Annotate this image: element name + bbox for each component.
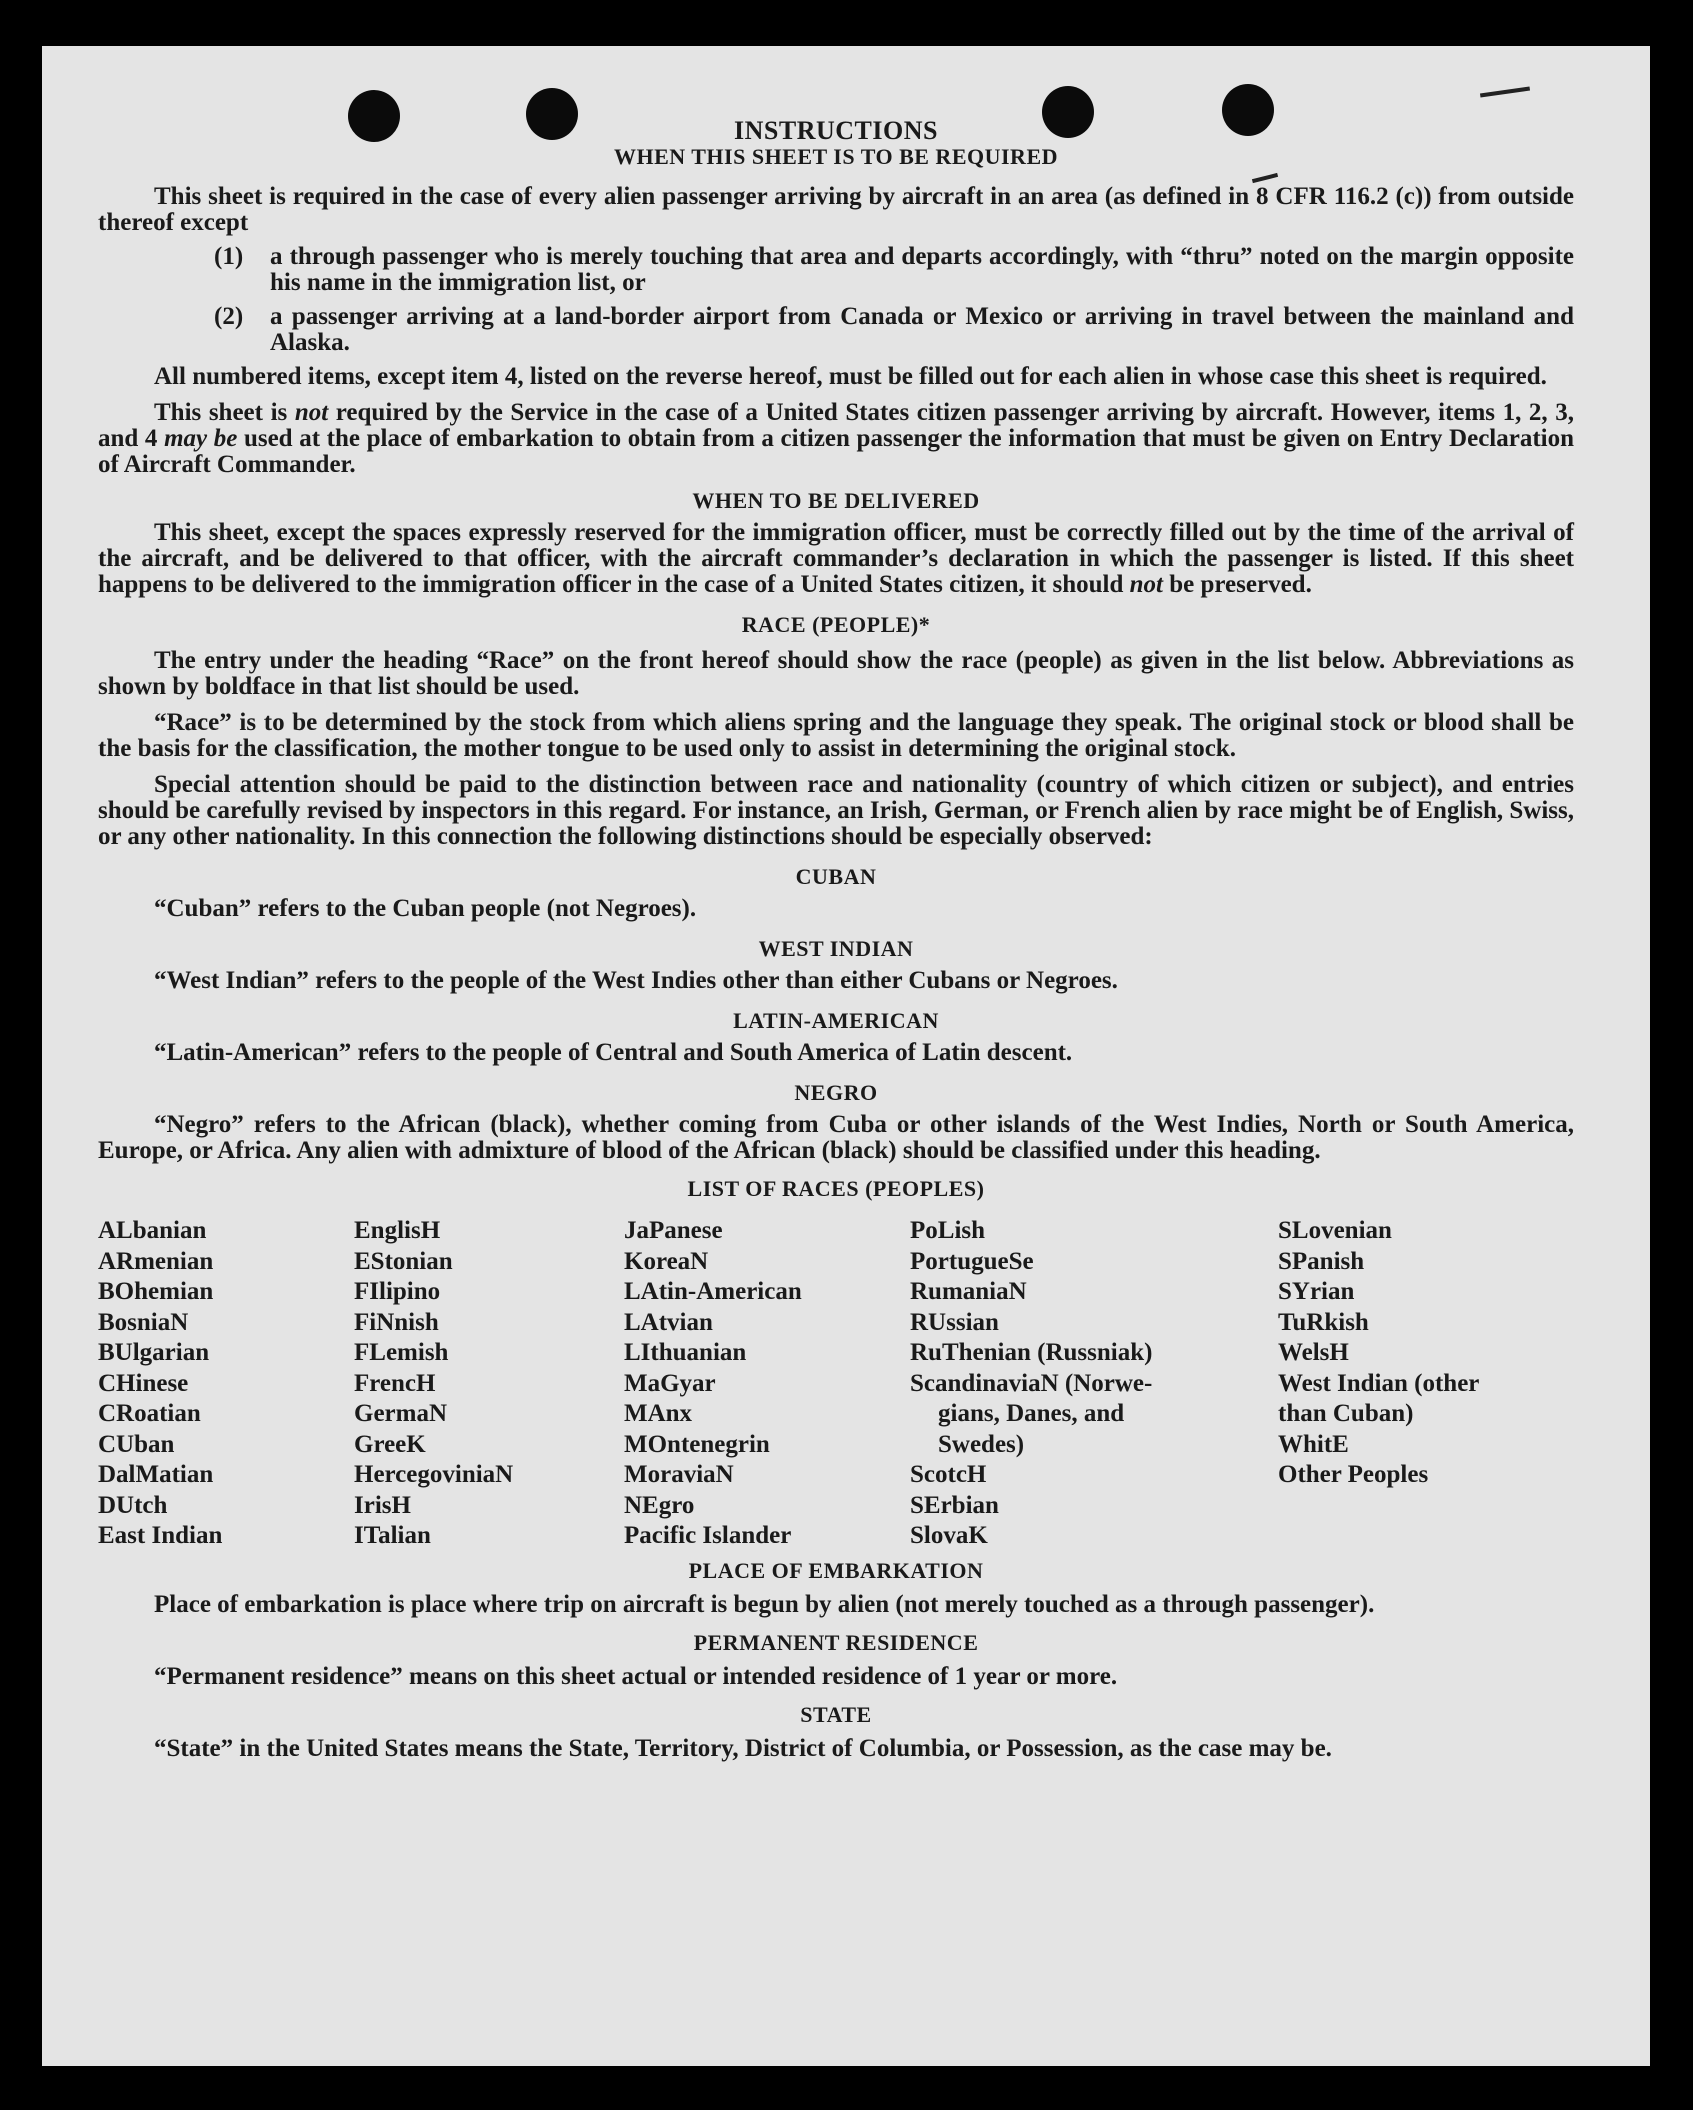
paragraph-race-3: Special attention should be paid to the distinction between race and nationality (country of which citizen or subject), and entries should be carefully revised by inspectors in this regard. For instance, an Irish, German, or French alien by race might be of English, Swiss, or any other nationality. In this connection the following distinctions should be especially observed: (98, 771, 1574, 850)
heading-permanent-residence: PERMANENT RESIDENCE (693, 1629, 979, 1655)
paragraph-numbered-items: All numbered items, except item 4, listed on the reverse hereof, must be filled out for each alien in whose case this sheet is required. (154, 363, 1547, 390)
heading-state: STATE (800, 1701, 872, 1727)
item-text: a through passenger who is merely touching that area and departs accordingly, with “thru” noted on the margin opposite his name in the immigration list, or (270, 243, 1574, 296)
list-item: ScandinaviaN (Norwe- (910, 1369, 1153, 1397)
list-item: LIthuanian (624, 1339, 747, 1366)
list-item (98, 304, 1574, 356)
list-item (98, 244, 1574, 296)
list-item: WelsH (1278, 1339, 1349, 1366)
list-item: MOntenegrin (624, 1430, 770, 1458)
list-item: SLovenian (1278, 1217, 1392, 1244)
instructions-text (98, 72, 1574, 1762)
paragraph-latin-american: “Latin-American” refers to the people of Central and South America of Latin descent. (154, 1039, 1073, 1066)
list-item: gians, Danes, and (938, 1400, 1125, 1427)
list-item: Swedes) (938, 1430, 1025, 1458)
list-item: LAtin-American (624, 1278, 802, 1305)
list-item: PoLish (910, 1217, 986, 1244)
list-item: Other Peoples (1278, 1461, 1429, 1488)
list-item: NEgro (624, 1491, 695, 1519)
list-item: GermaN (354, 1400, 448, 1427)
list-item: BUlgarian (98, 1339, 210, 1366)
paragraph-required-intro: This sheet is required in the case of every alien passenger arriving by aircraft in an area (as defined in 8 CFR 116.2 (c)) from outside thereof except (98, 183, 1574, 236)
list-item: ALbanian (98, 1217, 207, 1244)
item-number: (2) (214, 303, 244, 330)
heading-delivered: WHEN TO BE DELIVERED (692, 488, 980, 513)
list-item: FLemish (354, 1339, 449, 1366)
page-title: INSTRUCTIONS (734, 116, 938, 145)
list-item: EnglisH (354, 1217, 441, 1244)
list-item: ARmenian (98, 1247, 214, 1275)
list-item: than Cuban) (1278, 1400, 1414, 1427)
list-item: HercegoviniaN (354, 1461, 514, 1488)
list-item: FiNnish (354, 1308, 439, 1336)
list-item: DalMatian (98, 1461, 214, 1488)
list-item: MAnx (624, 1400, 693, 1427)
list-item: FrencH (354, 1369, 436, 1397)
list-item: EStonian (354, 1247, 453, 1275)
paragraph-delivered: This sheet, except the spaces expressly reserved for the immigration officer, must be correctly filled out by the time of the arrival of the aircraft, and be delivered to that officer, with the aircraft commander’s declaration in which the passenger is listed. If this sheet happens to be delivered to the immigration officer in the case of a United States citizen, it should not be preserved. (98, 519, 1574, 598)
heading-embarkation: PLACE OF EMBARKATION (688, 1557, 984, 1583)
race-column (1278, 1216, 1570, 1552)
list-item: RumaniaN (910, 1278, 1027, 1305)
item-number: (1) (214, 243, 244, 270)
paragraph-permanent-residence: “Permanent residence” means on this sheet actual or intended residence of 1 year or more. (154, 1662, 1118, 1690)
list-item: IrisH (354, 1491, 411, 1519)
heading-required: WHEN THIS SHEET IS TO BE REQUIRED (613, 144, 1059, 169)
paragraph-negro: “Negro” refers to the African (black), whether coming from Cuba or other islands of the West Indies, North or South America, Europe, or Africa. Any alien with admixture of blood of the African (black) should be classified under this heading. (98, 1111, 1574, 1164)
heading-race: RACE (PEOPLE)* (741, 612, 931, 637)
race-column (624, 1216, 910, 1552)
heading-cuban: CUBAN (795, 864, 877, 889)
list-item: LAtvian (624, 1308, 713, 1336)
list-item: BOhemian (98, 1278, 214, 1305)
list-item: CRoatian (98, 1400, 201, 1427)
list-item: SErbian (910, 1491, 999, 1519)
race-list (98, 1216, 1574, 1552)
heading-west-indian: WEST INDIAN (758, 936, 914, 961)
race-column (98, 1216, 354, 1552)
list-item: CUban (98, 1430, 175, 1458)
list-item: BosniaN (98, 1308, 189, 1336)
heading-list-of-races: LIST OF RACES (PEOPLES) (687, 1176, 985, 1201)
list-item: JaPanese (624, 1217, 723, 1244)
list-item: RUssian (910, 1308, 999, 1336)
list-item: SlovaK (910, 1522, 988, 1549)
list-item: MaGyar (624, 1369, 716, 1397)
paragraph-west-indian: “West Indian” refers to the people of the West Indies other than either Cubans or Negroes. (154, 967, 1118, 994)
list-item: ITalian (354, 1522, 431, 1549)
list-item: CHinese (98, 1369, 189, 1397)
list-item: FIlipino (354, 1278, 441, 1305)
list-item: DUtch (98, 1491, 168, 1519)
list-item: TuRkish (1278, 1308, 1369, 1336)
list-item: GreeK (354, 1430, 426, 1458)
paragraph-cuban: “Cuban” refers to the Cuban people (not Negroes). (154, 895, 697, 922)
race-column (910, 1216, 1278, 1552)
paragraph-race-1: The entry under the heading “Race” on the front hereof should show the race (people) as given in the list below. Abbreviations as shown by boldface in that list should be used. (98, 647, 1574, 700)
item-text: a passenger arriving at a land-border airport from Canada or Mexico or arriving in travel between the mainland and Alaska. (270, 303, 1574, 356)
list-item: KoreaN (624, 1247, 709, 1275)
heading-latin-american: LATIN-AMERICAN (733, 1008, 939, 1033)
list-item: Pacific Islander (624, 1522, 792, 1549)
list-item: West Indian (other (1278, 1369, 1480, 1397)
list-item: SYrian (1278, 1278, 1355, 1305)
list-item: SPanish (1278, 1247, 1365, 1275)
list-item: East Indian (98, 1522, 223, 1549)
heading-negro: NEGRO (794, 1080, 878, 1105)
paragraph-citizen: This sheet is not required by the Service in the case of a United States citizen passenger arriving by aircraft. However, items 1, 2, 3, and 4 may be used at the place of embarkation to obtain from a citizen passenger the information that must be given on Entry Declaration of Aircraft Commander. (98, 399, 1575, 478)
list-item: WhitE (1278, 1430, 1349, 1458)
race-column (354, 1216, 624, 1552)
list-item: PortugueSe (910, 1247, 1034, 1275)
paragraph-race-2: “Race” is to be determined by the stock from which aliens spring and the language they speak. The original stock or blood shall be the basis for the classification, the mother tongue to be used only to assist in determining the original stock. (98, 709, 1574, 762)
paragraph-state: “State” in the United States means the State, Territory, District of Columbia, or Possession, as the case may be. (154, 1734, 1332, 1762)
list-item: ScotcH (910, 1461, 987, 1488)
list-item: RuThenian (Russniak) (910, 1339, 1153, 1366)
paragraph-embarkation: Place of embarkation is place where trip on aircraft is begun by alien (not merely touched as a through passenger). (154, 1590, 1375, 1618)
list-item: MoraviaN (624, 1461, 734, 1488)
